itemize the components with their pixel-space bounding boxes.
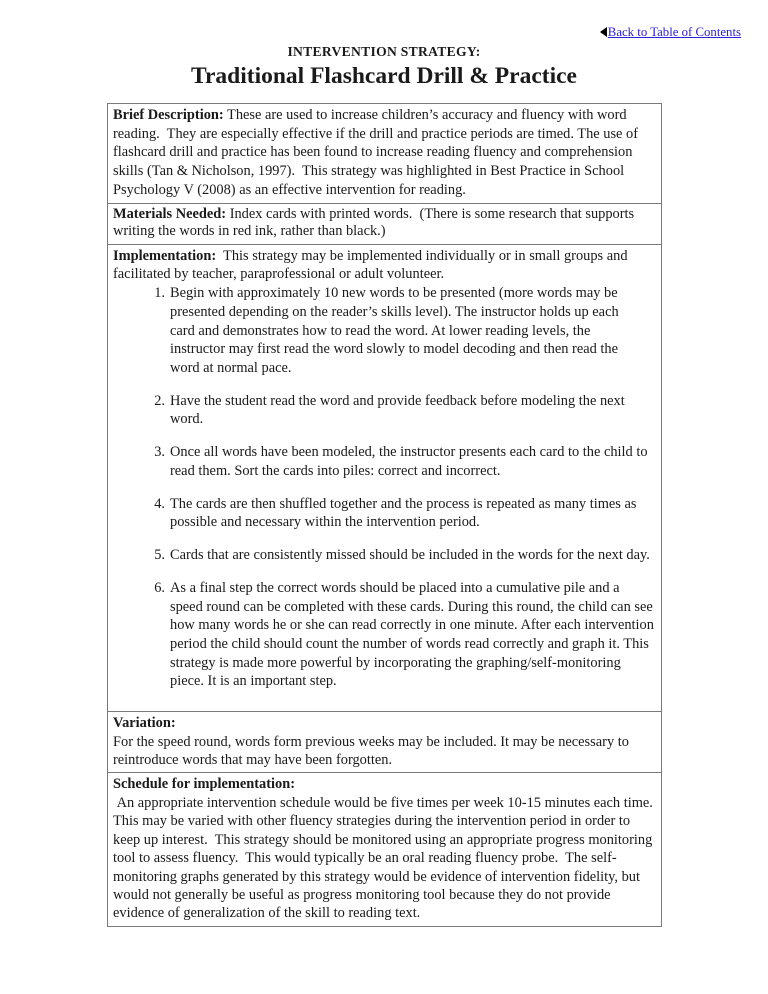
page-eyebrow: INTERVENTION STRATEGY: (287, 44, 481, 59)
brief-description-body: These are used to increase children’s accuracy and fluency with word reading. They are especially effective if the drill and practice periods are timed. The use of flashcard drill and practice has been found to increase reading fluency and comprehension skills (Tan & Nicholson, 1997). This strategy was highlighted in Best Practice in School Psychology V (2008) as an effective intervention for reading. (113, 107, 642, 198)
brief-description-label: Brief Description: (113, 107, 224, 123)
implementation-steps (108, 284, 661, 691)
brief-description-cell (108, 104, 661, 203)
schedule-body: An appropriate intervention schedule would be five times per week 10-15 minutes each time. This may be varied with other fluency strategies during the intervention period in order to keep up interest. This strategy should be monitored using an appropriate progress monitoring tool to assess fluency. This would typically be an oral reading fluency probe. The self-monitoring graphs generated by this strategy would be evidence of intervention fidelity, but would not generally be useful as progress monitoring tool because they do not provide evidence of generalization of the skill to reading text. (113, 794, 660, 922)
implementation-step: Cards that are consistently missed should be included in the words for the next day. (170, 547, 650, 564)
row-brief-description (108, 104, 661, 204)
row-materials-needed (108, 204, 661, 245)
implementation-step: As a final step the correct words should be placed into a cumulative pile and a speed round can be completed with these cards. During this round, the child can see how many words he or she can read correctly in one minute. After each intervention period the child should count the number of words read correctly and graph it. This strategy is made more powerful by incorporating the graphing/self-monitoring piece. It is an important step. (170, 579, 654, 690)
page-title: Traditional Flashcard Drill & Practice (191, 62, 577, 89)
row-implementation (108, 245, 661, 712)
title-block (0, 44, 768, 90)
implementation-spacer (108, 691, 661, 711)
implementation-step: The cards are then shuffled together and the process is repeated as many times as possible and necessary within the intervention period. (170, 495, 637, 531)
variation-cell (108, 712, 661, 772)
materials-needed-label: Materials Needed: (113, 205, 227, 222)
strategy-table (107, 103, 662, 927)
schedule-cell (108, 773, 661, 926)
implementation-step: Have the student read the word and provide feedback before modeling the next word. (170, 392, 625, 428)
implementation-step: Once all words have been modeled, the instructor presents each card to the child to read them. Sort the cards into piles: correct and incorrect. (170, 444, 648, 479)
back-to-toc-link[interactable]: Back to Table of Contents (607, 25, 741, 39)
row-variation (108, 712, 661, 773)
variation-body: For the speed round, words form previous weeks may be included. It may be necessary to reintroduce words that may have been forgotten. (113, 733, 629, 768)
implementation-step: Begin with approximately 10 new words to be presented (more words may be presented depending on the reader’s skills level). The instructor holds up each card and demonstrates how to read the word. At lower reading levels, the instructor may first read the word slowly to model decoding and then read the word at normal pace. (170, 285, 619, 377)
materials-needed-cell (108, 204, 661, 244)
implementation-intro (108, 245, 661, 284)
row-schedule (108, 773, 661, 926)
back-to-toc[interactable] (600, 26, 741, 39)
materials-needed-body: Index cards with printed words. (There is some research that supports writing the words in red ink, rather than black.) (113, 205, 638, 240)
variation-label: Variation: (113, 715, 176, 732)
left-triangle-icon (600, 27, 607, 37)
implementation-label: Implementation: (113, 247, 217, 264)
schedule-label: Schedule for implementation: (113, 776, 296, 793)
implementation-body: This strategy may be implemented individually or in small groups and facilitated by teacher, paraprofessional or adult volunteer. (113, 247, 632, 283)
